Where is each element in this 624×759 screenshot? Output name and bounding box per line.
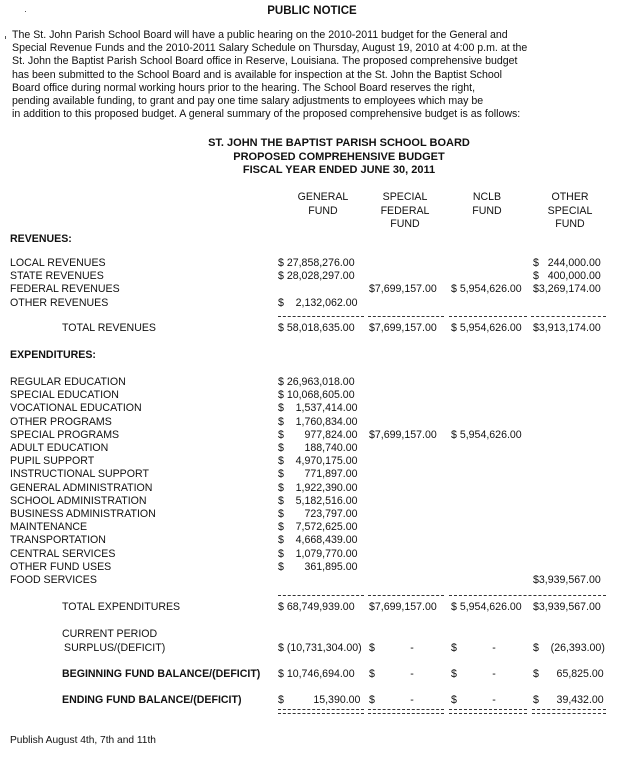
row-value: $ 1,079,770.00 [278,547,358,560]
paragraph-line: has been submitted to the School Board and is available for inspection at the St. John the Baptist School [12,68,502,81]
row-label: SPECIAL PROGRAMS [10,428,120,441]
budget-header-line: PROPOSED COMPREHENSIVE BUDGET [233,150,445,163]
paragraph-line: The St. John Parish School Board will have a public hearing on the 2010-2011 budget for the General and [12,29,508,41]
column-header-line: FUND [390,218,420,230]
column-header-line: FUND [472,204,502,217]
row-label: GENERAL ADMINISTRATION [10,481,153,494]
paragraph-line: Special Revenue Funds and the 2010-2011 Salary Schedule on Thursday, August 19, 2010 at 4:00 p.m. at the [12,42,528,55]
revenues-heading: REVENUES: [10,233,72,245]
row-value: $ 2,132,062.00 [278,296,358,309]
row-label: OTHER REVENUES [10,296,109,309]
double-underline [278,709,364,714]
notice-paragraph [12,29,612,121]
surplus-special-federal: $ - [369,642,414,654]
row-label: MAINTENANCE [10,521,88,534]
total-expenditures-other-special: $3,939,567.00 [533,601,601,613]
total-revenues-label: TOTAL REVENUES [62,322,156,334]
row-value: $ 27,858,276.00 [278,257,355,269]
row-value: $ 400,000.00 [533,270,601,283]
row-value: $ 10,068,605.00 [278,389,355,402]
column-header-special-federal-fund [360,191,450,232]
row-value: $ 28,028,297.00 [278,270,355,283]
row-value: $ 771,897.00 [278,468,358,481]
column-header-line: GENERAL [297,191,349,203]
row-value: $ 5,954,626.00 [451,428,522,441]
column-header-nclb-fund [442,191,532,218]
row-value: $ 5,182,516.00 [278,494,358,507]
row-value: $ 1,537,414.00 [278,402,358,415]
row-value: $ 26,963,018.00 [278,376,355,388]
surplus-general: $ (10,731,304.00) [278,642,362,654]
row-label: INSTRUCTIONAL SUPPORT [10,468,149,481]
row-label: OTHER PROGRAMS [10,415,112,428]
surplus-label-line2: SURPLUS/(DEFICIT) [64,642,166,654]
total-revenues-general: $ 58,018,635.00 [278,322,355,334]
row-label: BUSINESS ADMINISTRATION [10,508,156,520]
total-expenditures-nclb: $ 5,954,626.00 [451,601,522,613]
total-expenditures-label: TOTAL EXPENDITURES [62,601,181,613]
expenditures-heading: EXPENDITURES: [10,349,96,361]
separator [449,316,527,317]
row-value: $ 5,954,626.00 [451,283,522,296]
ending-balance-general: $ 15,390.00 [278,694,361,706]
total-expenditures-general: $ 68,749,939.00 [278,601,355,613]
row-label: OTHER FUND USES [10,560,112,573]
beginning-balance-other-special: $ 65,825.00 [533,668,604,680]
paragraph-line: pending available funding, to grant and pay one time salary adjustments to employees which may be [12,95,484,108]
surplus-other-special: $ (26,393.00) [533,642,605,654]
total-revenues-nclb: $ 5,954,626.00 [451,322,522,334]
column-header-general-fund [278,191,368,218]
column-header-line: NCLB [472,191,502,203]
row-value: $ 244,000.00 [533,257,601,269]
row-label: CENTRAL SERVICES [10,547,116,560]
paragraph-line: St. John the Baptist Parish School Board office in Reserve, Louisiana. The proposed comprehensive budget [12,55,518,68]
beginning-balance-label: BEGINNING FUND BALANCE/(DEFICIT) [62,668,261,680]
row-value: $ 4,668,439.00 [278,534,358,547]
surplus-nclb: $ - [451,642,496,654]
row-value: $3,269,174.00 [533,283,601,296]
notice-title: PUBLIC NOTICE [267,5,357,17]
beginning-balance-nclb: $ - [451,668,496,680]
row-label: STATE REVENUES [10,270,104,283]
ending-balance-other-special: $ 39,432.00 [533,694,604,706]
total-revenues-other-special: $3,913,174.00 [533,322,601,334]
beginning-balance-special-federal: $ - [369,668,414,680]
budget-header-line: ST. JOHN THE BAPTIST PARISH SCHOOL BOARD [208,137,470,149]
budget-header [0,137,624,178]
column-header-line: FEDERAL [380,204,430,217]
row-value: $ 4,970,175.00 [278,455,358,468]
row-value: $ 977,824.00 [278,428,358,441]
row-label: REGULAR EDUCATION [10,376,126,388]
row-label: LOCAL REVENUES [10,257,106,269]
row-value: $ 188,740.00 [278,442,358,454]
row-label: TRANSPORTATION [10,534,106,547]
row-label: FOOD SERVICES [10,574,97,586]
row-label: PUPIL SUPPORT [10,455,95,468]
separator [278,595,364,596]
double-underline [532,709,606,714]
separator [531,316,606,317]
separator [449,595,606,596]
publish-note: Publish August 4th, 7th and 11th [10,735,156,746]
budget-header-line: FISCAL YEAR ENDED JUNE 30, 2011 [242,164,436,176]
paragraph-line: Board office during normal working hours prior to the hearing. The School Board reserves the right, [12,81,476,94]
separator [278,316,364,317]
double-underline [449,709,527,714]
surplus-label-line1: CURRENT PERIOD [62,628,158,640]
column-header-line: FUND [308,204,338,217]
row-label: ADULT EDUCATION [10,442,109,454]
stray-mark [5,36,6,39]
total-revenues-special-federal: $7,699,157.00 [369,322,437,334]
row-value: $ 723,797.00 [278,508,358,520]
column-header-line: SPECIAL [382,191,428,203]
row-value: $ 1,922,390.00 [278,481,358,494]
column-header-other-special-fund [525,191,615,232]
row-value: $ 7,572,625.00 [278,521,358,534]
row-value: $7,699,157.00 [369,428,437,441]
row-label: SCHOOL ADMINISTRATION [10,494,147,507]
column-header-line: FUND [555,218,585,230]
ending-balance-label: ENDING FUND BALANCE/(DEFICIT) [62,694,242,706]
separator [368,595,444,596]
ending-balance-nclb: $ - [451,694,496,706]
total-expenditures-special-federal: $7,699,157.00 [369,601,437,613]
row-value: $ 1,760,834.00 [278,415,358,428]
row-label: SPECIAL EDUCATION [10,389,119,402]
ending-balance-special-federal: $ - [369,694,414,706]
paragraph-line: in addition to this proposed budget. A general summary of the proposed comprehensive budget is as follows: [12,108,521,121]
beginning-balance-general: $ 10,746,694.00 [278,668,355,680]
double-underline [368,709,444,714]
column-header-line: OTHER [551,191,589,203]
column-header-line: SPECIAL [547,204,593,217]
separator [368,316,444,317]
row-value: $3,939,567.00 [533,574,601,586]
row-value: $7,699,157.00 [369,283,437,296]
row-label: VOCATIONAL EDUCATION [10,402,142,415]
row-value: $ 361,895.00 [278,560,358,573]
row-label: FEDERAL REVENUES [10,283,120,296]
